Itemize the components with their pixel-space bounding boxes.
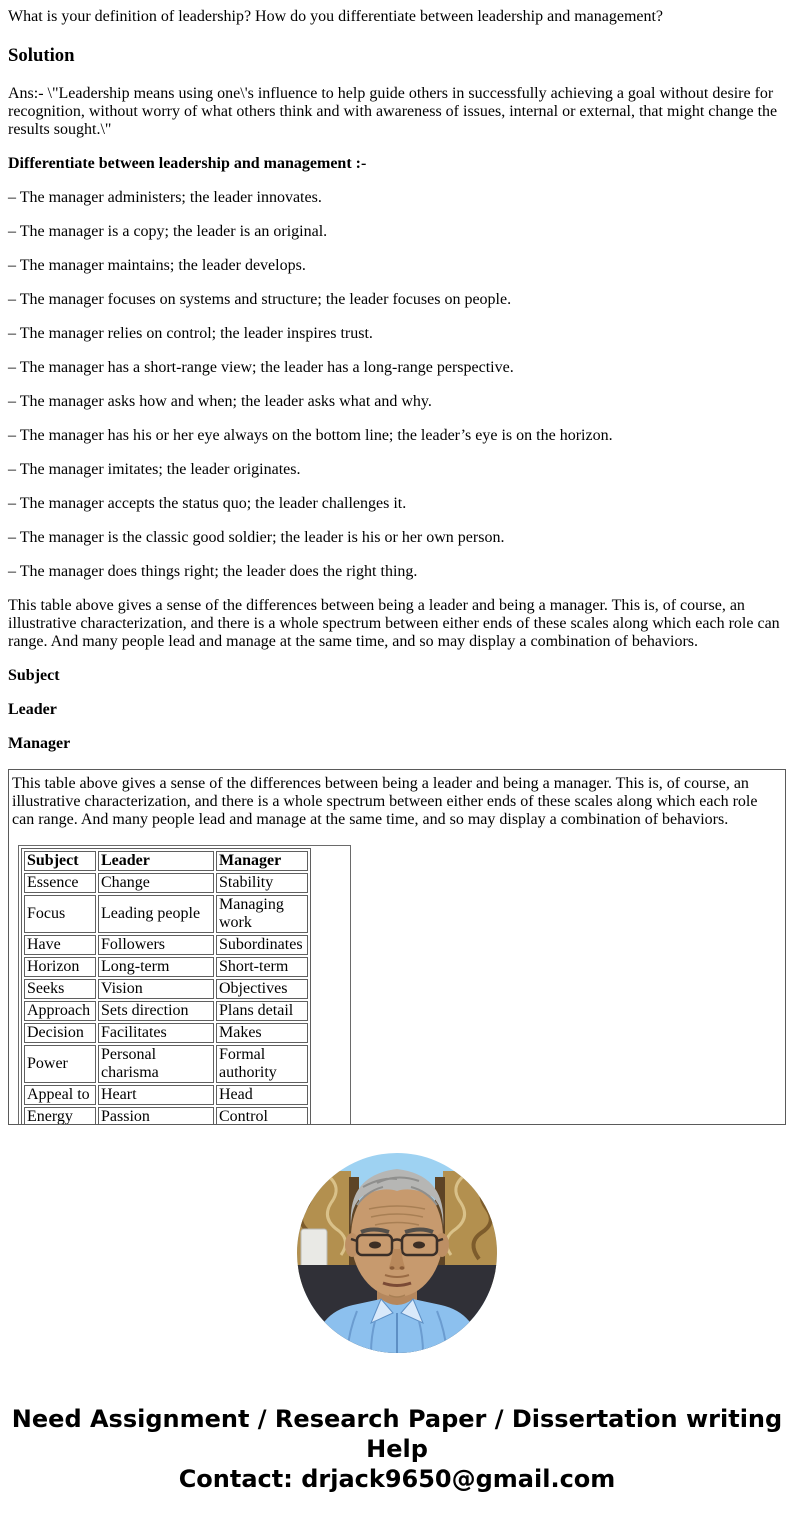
- answer-paragraph: Ans:- \"Leadership means using one\'s influence to help guide others in successfully achieving a goal without desire for recognition, without worry of what others think and with awareness of issues, internal or external, that might change the results sought.\": [8, 85, 778, 139]
- difference-item: – The manager has his or her eye always on the bottom line; the leader’s eye is on the horizon.: [8, 427, 613, 445]
- label-subject: Subject: [8, 667, 60, 685]
- difference-item: – The manager focuses on systems and structure; the leader focuses on people.: [8, 291, 512, 309]
- person-avatar: [297, 1153, 497, 1353]
- embedded-document-frame[interactable]: [8, 769, 786, 1125]
- difference-item: – The manager is the classic good soldier; the leader is his or her own person.: [8, 529, 505, 547]
- difference-item: – The manager relies on control; the leader inspires trust.: [8, 325, 373, 343]
- embed-note: This table above gives a sense of the differences between being a leader and being a manager. This is, of course, an illustrative characterization, and there is a whole spectrum between either ends of these scales along which each role can range. And many people lead and manage at the same time, and so may display a combination of behaviors.: [12, 775, 758, 829]
- comparison-table-container[interactable]: [18, 845, 351, 1125]
- table-row: Seeks Vision Objectives: [24, 979, 308, 999]
- document: [8, 8, 786, 1494]
- column-header: Subject: [24, 851, 96, 871]
- label-leader: Leader: [8, 701, 57, 719]
- table-row: Appeal to Heart Head: [24, 1085, 308, 1105]
- column-header: Manager: [216, 851, 308, 871]
- difference-item: – The manager has a short-range view; the leader has a long-range perspective.: [8, 359, 514, 377]
- table-row: Approach Sets direction Plans detail: [24, 1001, 308, 1021]
- avatar-container: [8, 1153, 786, 1358]
- column-header: Leader: [98, 851, 214, 871]
- table-note: This table above gives a sense of the differences between being a leader and being a manager. This is, of course, an illustrative characterization, and there is a whole spectrum between either ends of these scales along which each role can range. And many people lead and manage at the same time, and so may display a combination of behaviors.: [8, 597, 780, 651]
- table-row: Horizon Long-term Short-term: [24, 957, 308, 977]
- table-row: Have Followers Subordinates: [24, 935, 308, 955]
- table-row: Decision Facilitates Makes: [24, 1023, 308, 1043]
- comparison-table: [21, 848, 311, 1125]
- table-row: Energy Passion Control: [24, 1107, 308, 1125]
- question: What is your definition of leadership? How do you differentiate between leadership and management?: [8, 8, 664, 25]
- table-row: Power Personal charisma Formal authority: [24, 1045, 308, 1083]
- difference-item: – The manager maintains; the leader develops.: [8, 257, 306, 275]
- cta-help-text: Need Assignment / Research Paper / Dissertation writing Help: [11, 1405, 783, 1464]
- difference-item: – The manager does things right; the leader does the right thing.: [8, 563, 418, 581]
- difference-item: – The manager asks how and when; the leader asks what and why.: [8, 393, 432, 411]
- difference-item: – The manager accepts the status quo; the leader challenges it.: [8, 495, 407, 513]
- table-header-row: [24, 851, 308, 871]
- table-row: Focus Leading people Managing work: [24, 895, 308, 933]
- solution-heading: Solution: [8, 44, 75, 66]
- contact-banner: [8, 1404, 786, 1494]
- differentiate-heading: Differentiate between leadership and management :-: [8, 155, 367, 173]
- label-manager: Manager: [8, 735, 71, 753]
- difference-item: – The manager is a copy; the leader is an original.: [8, 223, 328, 241]
- difference-item: – The manager imitates; the leader originates.: [8, 461, 301, 479]
- cta-contact-email: Contact: drjack9650@gmail.com: [178, 1465, 616, 1494]
- table-row: Essence Change Stability: [24, 873, 308, 893]
- difference-item: – The manager administers; the leader innovates.: [8, 189, 322, 207]
